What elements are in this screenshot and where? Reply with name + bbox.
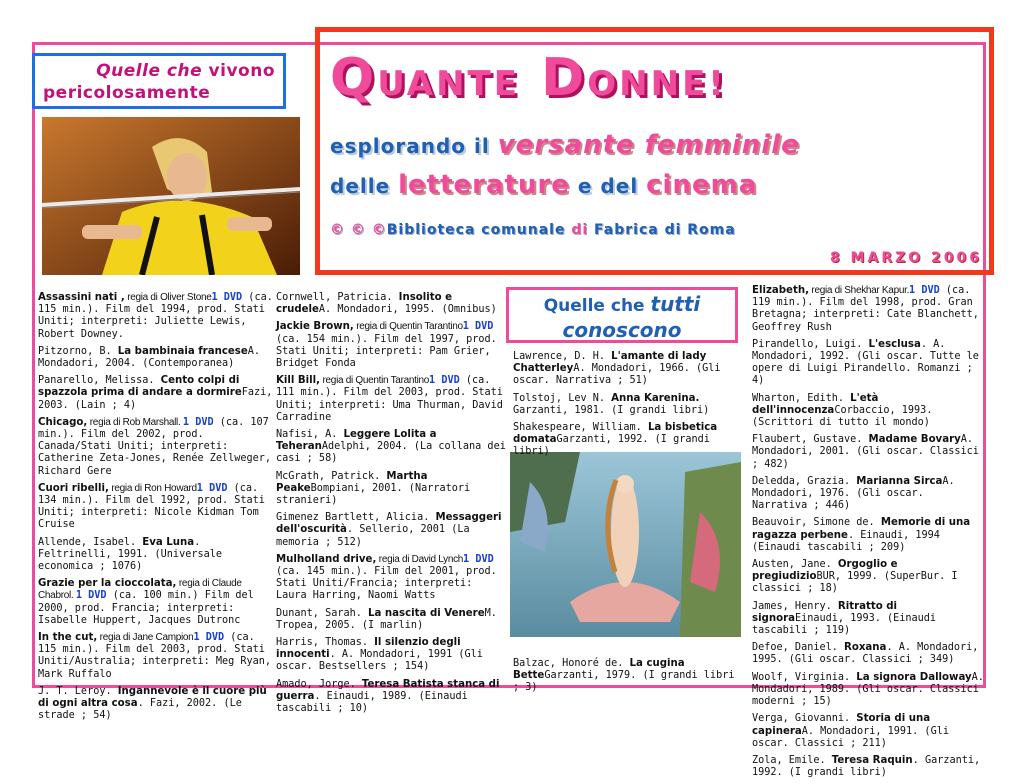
catalog-entry: Cuori ribelli, regia di Ron Howard1 DVD (ca. 134 min.). Film del 1992, prod. Stati Uniti; interpreti: Nicole Kidman Tom Cruise (38, 482, 265, 531)
subtitle-line1: esplorando il versante femminile (330, 130, 800, 160)
left-heading-line2: pericolosamente (43, 83, 211, 103)
catalog-entry: McGrath, Patrick. Martha PeakeBompiani, 2001. (Narratori stranieri) (276, 470, 471, 507)
birth-of-venus-image (510, 452, 741, 637)
catalog-entry: Jackie Brown, regia di Quentin Tarantino1 DVD (ca. 154 min.). Film del 1997, prod. Stati Uniti; interpreti: Pam Grier, Bridget Fonda (276, 321, 497, 370)
catalog-entry: Panarello, Melissa. Cento colpi di spazzola prima di andare a dormireFazi, 2003. (Lain ; 4) (38, 375, 273, 411)
catalog-entry: Austen, Jane. Orgoglio e pregiudizioBUR, 1999. (SuperBur. I classici ; 18) (752, 559, 958, 595)
library-name: © © ©Biblioteca comunale di Fabrica di Roma (330, 222, 736, 238)
event-date: 8 MARZO 2006 (829, 250, 982, 266)
catalog-entry: Amado, Jorge. Teresa Batista stanca di guerra. Einaudi, 1989. (Einaudi tascabili ; 10) (276, 678, 500, 715)
catalog-entry: James, Henry. Ritratto di signoraEinaudi, 1993. (Einaudi tascabili ; 119) (752, 600, 937, 637)
catalog-entry: Pirandello, Luigi. L'esclusa. A. Mondadori, 1992. (Gli oscar. Tutte le opere di Luigi Pirandello. Romanzi ; 4) (752, 338, 979, 387)
catalog-entry: Tolstoj, Lev N. Anna Karenina. Garzanti, 1981. (I grandi libri) (513, 392, 710, 416)
column-3-bottom (513, 658, 745, 700)
catalog-entry: Balzac, Honoré de. La cugina BetteGarzanti, 1979. (I grandi libri ; 3) (513, 658, 735, 694)
catalog-entry: Cornwell, Patricia. Insolito e crudeleA. Mondadori, 1995. (Omnibus) (276, 292, 497, 316)
catalog-entry: Allende, Isabel. Eva Luna. Feltrinelli, 1991. (Universale economica ; 1076) (38, 536, 223, 573)
column-1 (38, 292, 274, 728)
catalog-entry: Grazie per la cioccolata, regia di Claude Chabrol. 1 DVD (ca. 100 min.) Film del 2000, prod. Francia; interpreti: Isabelle Huppert, Jacques Dutronc (38, 578, 254, 626)
catalog-entry: Verga, Giovanni. Storia di una capineraA. Mondadori, 1991. (Gli oscar. Classici ; 211) (752, 713, 949, 749)
subtitle-line2: delle letterature e del cinema (330, 170, 758, 200)
column-3 (513, 351, 745, 464)
catalog-entry: Zola, Emile. Teresa Raquin. Garzanti, 1992. (I grandi libri) (752, 754, 981, 779)
kill-bill-photo (42, 117, 300, 275)
catalog-entry: Shakespeare, William. La bisbetica domataGarzanti, 1992. (I grandi libri) (513, 422, 718, 458)
left-heading-box (32, 53, 286, 109)
catalog-entry: Woolf, Virginia. La signora DallowayA. Mondadori, 1989. (Gli oscar. Classici moderni ; 15) (752, 671, 984, 708)
catalog-entry: Harris, Thomas. Il silenzio degli innocenti. A. Mondadori, 1991 (Gli oscar. Bestsellers ; 154) (276, 637, 483, 673)
catalog-entry: Gimenez Bartlett, Alicia. Messaggeri dell'oscurità. Sellerio, 2001 (La memoria ; 512) (276, 512, 502, 548)
catalog-entry: Lawrence, D. H. L'amante di lady ChatterleyA. Mondadori, 1966. (Gli oscar. Narrativa ; 51) (513, 351, 721, 387)
left-heading-line1: Quelle che vivono (96, 61, 275, 81)
catalog-entry: Nafisi, A. Leggere Lolita a TeheranAdelphi, 2004. (La collana dei casi ; 58) (276, 429, 506, 465)
catalog-entry: Deledda, Grazia. Marianna SircaA. Mondadori, 1976. (Gli oscar. Narrativa ; 446) (752, 475, 955, 512)
catalog-entry: In the cut, regia di Jane Campion1 DVD (ca. 115 min.). Film del 2003, prod. Stati Uniti/Australia; interpreti: Meg Ryan, Mark Ruffalo (38, 632, 272, 680)
column-4 (752, 285, 984, 784)
middle-heading-line2: conoscono (562, 318, 682, 342)
catalog-entry: Mulholland drive, regia di David Lynch1 DVD (ca. 145 min.). Film del 2001, prod. Stati Uniti/Francia; interpreti: Laura Harring, Naomi Watts (276, 553, 497, 602)
catalog-entry: Dunant, Sarah. La nascita di VenereM. Tropea, 2005. (I marlin) (276, 607, 497, 631)
catalog-entry: Assassini nati , regia di Oliver Stone1 DVD (ca. 115 min.). Film del 1994, prod. Stati Uniti; interpreti: Juliette Lewis, Robert Downey. (38, 292, 273, 340)
catalog-entry: Kill Bill, regia di Quentin Tarantino1 DVD (ca. 111 min.). Film del 2003, prod. Stati Uniti; interpreti: Uma Thurman, David Carradine (276, 375, 503, 423)
middle-heading-box (506, 287, 738, 343)
catalog-entry: Beauvoir, Simone de. Memorie di una ragazza perbene. Einaudi, 1994 (Einaudi tascabili ; 209) (752, 517, 971, 553)
catalog-entry: Elizabeth, regia di Shekhar Kapur.1 DVD (ca. 119 min.). Film del 1998, prod. Gran Bretagna; interpreti: Cate Blanchett, Geoffrey Rush (752, 285, 979, 333)
catalog-entry: Flaubert, Gustave. Madame BovaryA. Mondadori, 2001. (Gli oscar. Classici ; 482) (752, 434, 979, 470)
column-2 (276, 292, 506, 720)
catalog-entry: Pitzorno, B. La bambinaia franceseA. Mondadori, 2004. (Contemporanea) (38, 345, 261, 370)
middle-heading-line1: Quelle che tutti (543, 292, 701, 316)
catalog-entry: Defoe, Daniel. Roxana. A. Mondadori, 1995. (Gli oscar. Classici ; 349) (752, 642, 979, 666)
catalog-entry: J. T. Leroy. Ingannevole è il cuore più di ogni altra cosa. Fazi, 2002. (Le strade ; 54) (38, 685, 267, 722)
catalog-entry: Chicago, regia di Rob Marshall. 1 DVD (ca. 107 min.). Film del 2002, prod. Canada/Stati Uniti; interpreti: Catherine Zeta-Jones, Renée Zellweger, Richard Gere (38, 416, 272, 477)
main-title: QUANTE DONNE! (330, 48, 727, 108)
catalog-entry: Wharton, Edith. L'età dell'innocenzaCorbaccio, 1993. (Scrittori di tutto il mondo) (752, 392, 933, 429)
